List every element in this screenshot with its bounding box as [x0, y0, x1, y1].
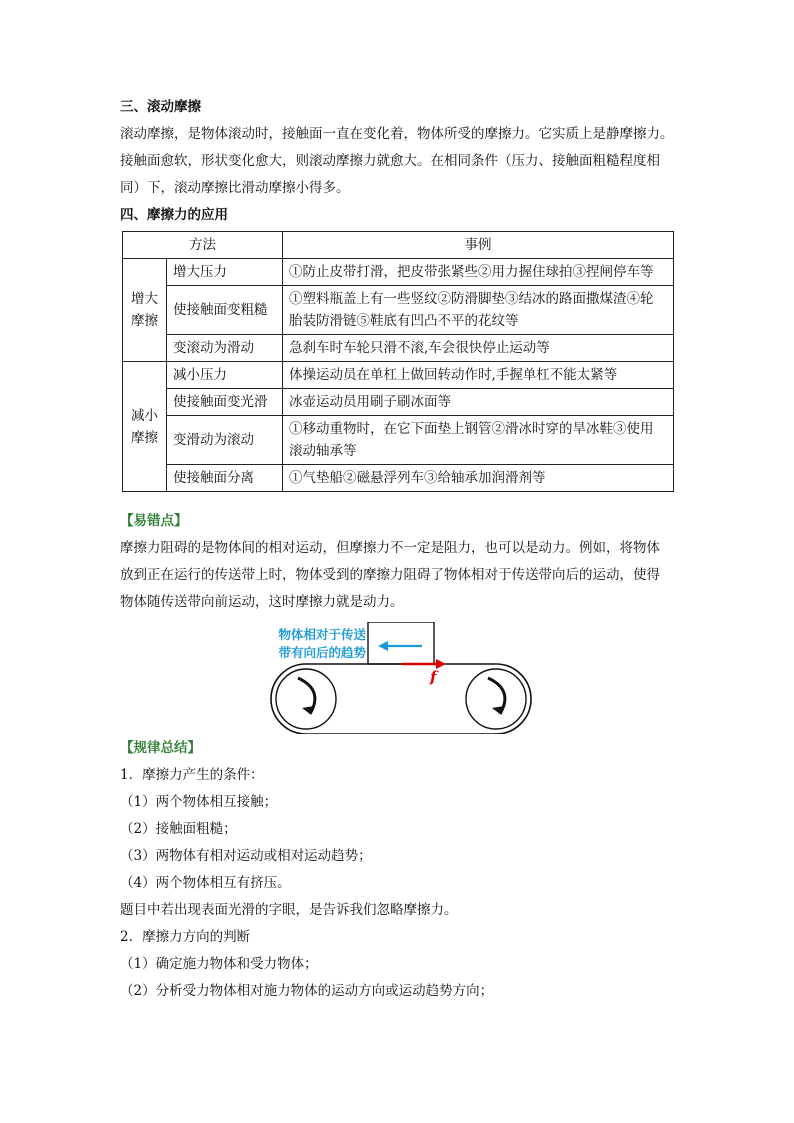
right-pulley	[466, 669, 526, 729]
paragraph-line: 摩擦力阻碍的是物体间的相对运动，但摩擦力不一定是阻力，也可以是动力。例如，将物体	[120, 540, 660, 556]
table-header-row	[123, 232, 674, 259]
section-heading-friction-application: 四、摩擦力的应用	[120, 207, 228, 223]
group-label-line: 摩擦	[131, 429, 158, 446]
group-label-increase	[123, 259, 167, 362]
summary-line: 题目中若出现表面光滑的字眼，是告诉我们忽略摩擦力。	[120, 902, 458, 918]
summary-line: （3）两物体有相对运动或相对运动趋势；	[120, 848, 372, 864]
mistake-heading: 【易错点】	[120, 513, 188, 529]
summary-line: （1）两个物体相互接触；	[120, 794, 278, 810]
method-cell: 使接触面变粗糙	[167, 286, 283, 335]
example-cell: 体操运动员在单杠上做回转动作时,手握单杠不能太紧等	[283, 362, 674, 389]
method-cell: 减小压力	[167, 362, 283, 389]
table-row	[123, 286, 674, 335]
method-cell: 使接触面分离	[167, 465, 283, 492]
table-header-method: 方法	[123, 232, 283, 259]
conveyor-belt-diagram	[262, 622, 562, 734]
table-row	[123, 259, 674, 286]
example-cell: 冰壶运动员用刷子刷冰面等	[283, 389, 674, 416]
group-label-line: 增大	[131, 291, 158, 307]
example-cell: ①移动重物时，在它下面垫上钢管②滑冰时穿的旱冰鞋③使用 滚动轴承等	[283, 416, 674, 465]
paragraph-line: 物体随传送带向前运动，这时摩擦力就是动力。	[120, 594, 404, 610]
table-row	[123, 465, 674, 492]
method-cell: 增大压力	[167, 259, 283, 286]
summary-line: 2．摩擦力方向的判断	[120, 929, 251, 945]
summary-heading: 【规律总结】	[120, 740, 201, 756]
method-cell: 使接触面变光滑	[167, 389, 283, 416]
group-label-reduce	[123, 362, 167, 492]
table-header-example: 事例	[283, 232, 674, 259]
tendency-label: 物体相对于传送 带有向后的趋势	[278, 627, 366, 660]
table-row	[123, 416, 674, 465]
table-row	[123, 362, 674, 389]
group-label-line: 摩擦	[131, 313, 158, 329]
example-cell: ①防止皮带打滑，把皮带张紧些②用力握住球拍③捏闸停车等	[283, 259, 674, 286]
paragraph-line: 接触面愈软，形状变化愈大，则滚动摩擦力就愈大。在相同条件（压力、接触面粗糙程度相	[120, 153, 660, 169]
method-cell: 变滑动为滚动	[167, 416, 283, 465]
object-box	[368, 622, 434, 664]
table-row	[123, 389, 674, 416]
section-heading-rolling-friction: 三、滚动摩擦	[120, 99, 201, 115]
example-cell: 急刹车时车轮只滑不滚,车会很快停止运动等	[283, 335, 674, 362]
group-label-line: 减小	[131, 407, 158, 424]
example-cell: ①塑料瓶盖上有一些竖纹②防滑脚垫③结冰的路面撒煤渣④轮 胎装防滑链⑤鞋底有凹凸不平的花纹等	[283, 286, 674, 335]
left-pulley	[276, 669, 336, 729]
example-cell: ①气垫船②磁悬浮列车③给轴承加润滑剂等	[283, 465, 674, 492]
summary-line: （2）接触面粗糙；	[120, 821, 237, 837]
paragraph-line: 同）下，滚动摩擦比滑动摩擦小得多。	[120, 180, 350, 196]
paragraph-line: 滚动摩擦，是物体滚动时，接触面一直在变化着，物体所受的摩擦力。它实质上是静摩擦力。	[120, 126, 674, 142]
summary-line: 1．摩擦力产生的条件：	[120, 767, 264, 783]
table-row	[123, 335, 674, 362]
force-label-f: f	[430, 668, 437, 686]
friction-application-table	[122, 231, 674, 492]
summary-line: （2）分析受力物体相对施力物体的运动方向或运动趋势方向；	[120, 983, 494, 999]
summary-line: （1）确定施力物体和受力物体；	[120, 956, 318, 972]
summary-line: （4）两个物体相互有挤压。	[120, 875, 291, 891]
paragraph-line: 放到正在运行的传送带上时，物体受到的摩擦力阻碍了物体相对于传送带向后的运动，使得	[120, 567, 660, 583]
method-cell: 变滚动为滑动	[167, 335, 283, 362]
